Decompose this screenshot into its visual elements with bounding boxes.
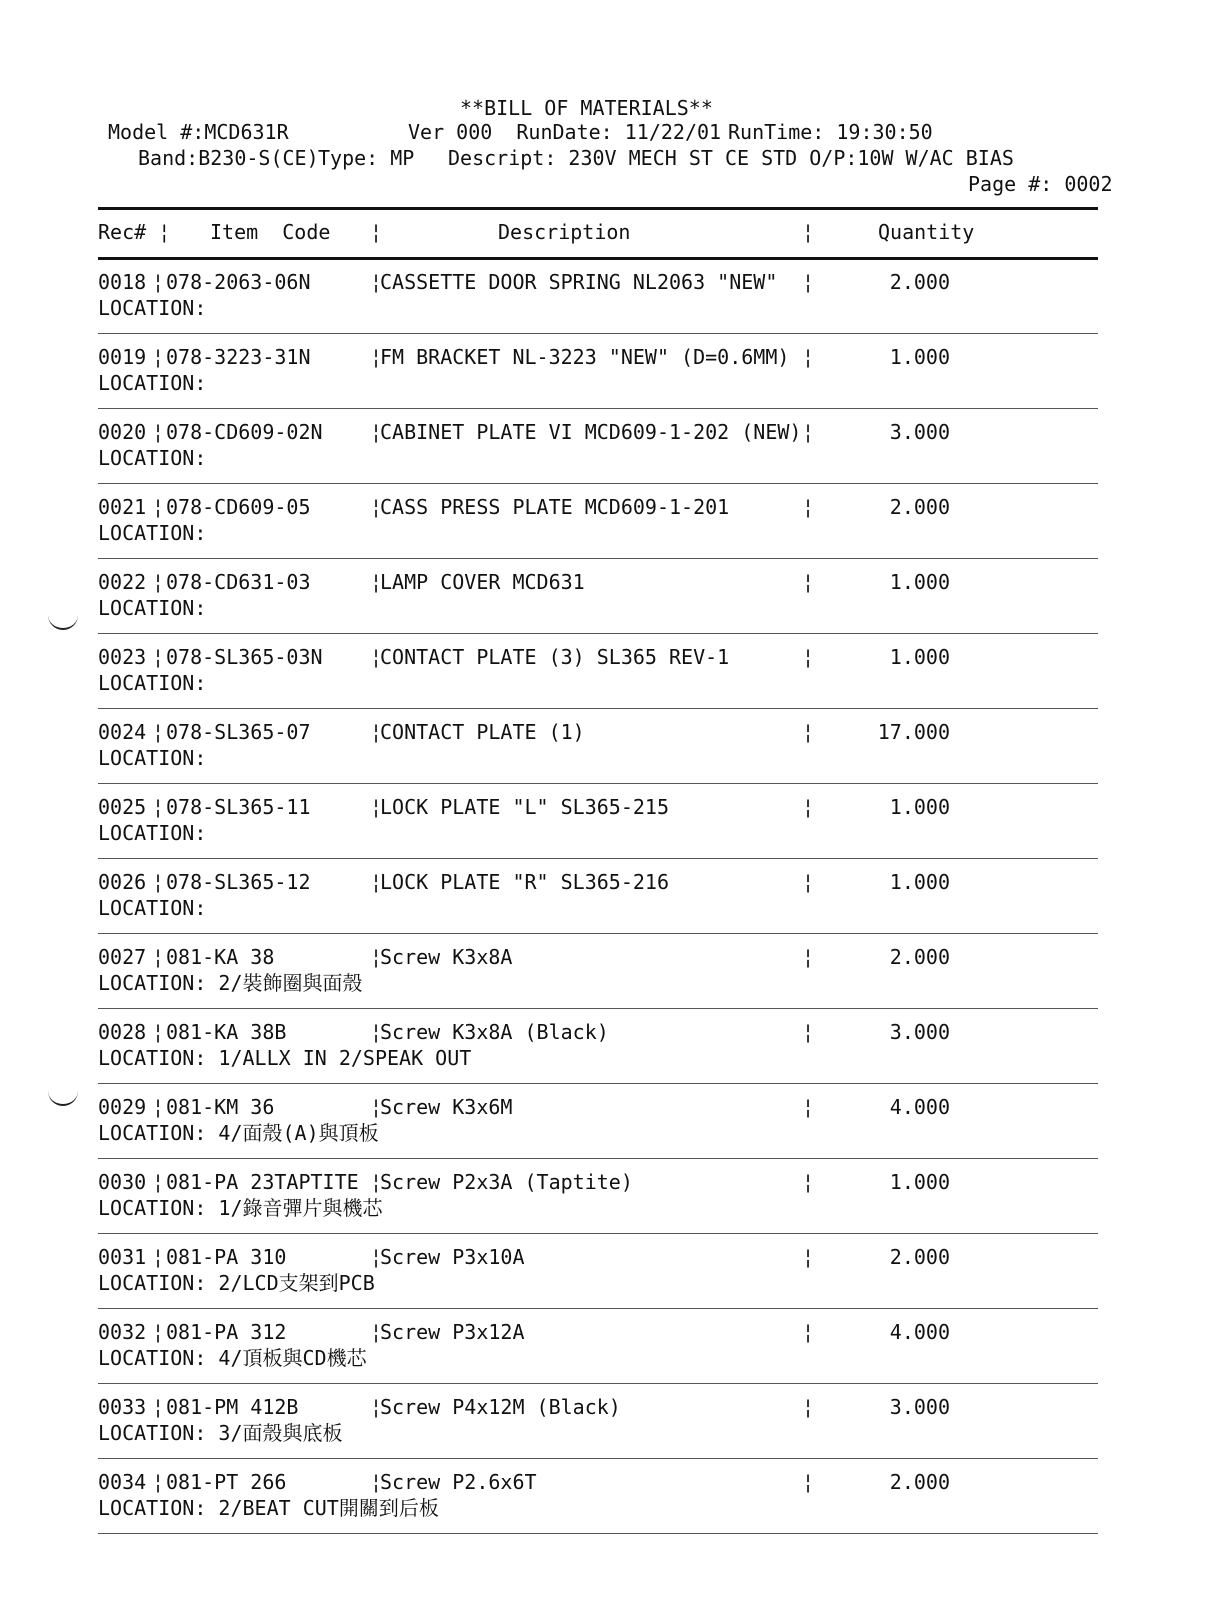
item-description: Screw P3x12A [380,1320,525,1344]
table-row [0,570,1205,645]
item-description: LOCK PLATE "R" SL365-216 [380,870,669,894]
bom-rows [0,270,1205,1545]
column-separator: ¦ [802,945,815,969]
table-row [0,645,1205,720]
column-separator: ¦ [802,1470,815,1494]
column-separator: ¦ [152,495,165,519]
item-quantity: 2.000 [889,495,950,519]
item-quantity: 4.000 [889,1095,950,1119]
row-divider [98,558,1098,559]
item-quantity: 4.000 [889,1320,950,1344]
column-separator: ¦ [152,1095,165,1119]
item-quantity: 1.000 [889,1170,950,1194]
column-separator: ¦ [802,1095,815,1119]
item-code: 081-KA 38B [166,1020,287,1044]
item-code: 078-3223-31N [166,345,311,369]
item-description: Screw K3x8A [380,945,513,969]
table-row [0,1395,1205,1470]
column-header-description: Description [498,220,631,244]
column-separator: ¦ [370,220,383,244]
table-row [0,270,1205,345]
item-quantity: 17.000 [877,720,950,744]
column-separator: ¦ [152,1170,165,1194]
column-separator: ¦ [802,645,815,669]
table-row [0,495,1205,570]
row-divider [98,708,1098,709]
column-separator: ¦ [152,1395,165,1419]
row-divider [98,1008,1098,1009]
item-description: LAMP COVER MCD631 [380,570,585,594]
column-separator: ¦ [152,870,165,894]
table-row [0,870,1205,945]
table-row [0,795,1205,870]
item-description: CABINET PLATE VI MCD609-1-202 (NEW) [380,420,802,444]
table-row [0,720,1205,795]
header-rule-top [98,207,1098,210]
item-location: LOCATION: 2/BEAT CUT開關到后板 [98,1496,439,1520]
item-description: Screw P2x3A (Taptite) [380,1170,633,1194]
item-code: 078-CD609-05 [166,495,311,519]
item-description: Screw P4x12M (Black) [380,1395,621,1419]
column-separator: ¦ [370,420,383,444]
rec-number: 0032 [98,1320,147,1344]
item-quantity: 1.000 [889,795,950,819]
item-quantity: 1.000 [889,870,950,894]
column-separator: ¦ [802,420,815,444]
item-quantity: 3.000 [889,1395,950,1419]
rec-number: 0021 [98,495,147,519]
item-description: CONTACT PLATE (1) [380,720,585,744]
model-number: Model #:MCD631R [108,120,289,144]
item-location: LOCATION: [98,371,207,395]
item-code: 081-PT 266 [166,1470,287,1494]
description-header: Descript: 230V MECH ST CE STD O/P:10W W/AC BIAS [448,146,1014,170]
item-code: 078-CD631-03 [166,570,311,594]
item-code: 081-PA 312 [166,1320,287,1344]
column-separator: ¦ [802,795,815,819]
item-location: LOCATION: 1/ALLX IN 2/SPEAK OUT [98,1046,472,1070]
band: Band:B230-S(CE) [138,146,319,170]
item-location: LOCATION: 4/頂板與CD機芯 [98,1346,367,1370]
rec-number: 0027 [98,945,147,969]
item-quantity: 1.000 [889,645,950,669]
item-location: LOCATION: [98,596,207,620]
row-divider [98,483,1098,484]
item-code: 078-CD609-02N [166,420,323,444]
rec-number: 0025 [98,795,147,819]
item-description: Screw P3x10A [380,1245,525,1269]
item-quantity: 2.000 [889,270,950,294]
row-divider [98,1158,1098,1159]
column-separator: ¦ [370,1395,383,1419]
column-separator: ¦ [152,270,165,294]
column-separator: ¦ [152,420,165,444]
column-separator: ¦ [370,1320,383,1344]
item-quantity: 1.000 [889,345,950,369]
table-row [0,1095,1205,1170]
column-separator: ¦ [802,1395,815,1419]
item-code: 078-SL365-03N [166,645,323,669]
table-row [0,345,1205,420]
item-description: CASSETTE DOOR SPRING NL2063 "NEW" [380,270,778,294]
rec-number: 0022 [98,570,147,594]
item-location: LOCATION: [98,896,207,920]
table-row [0,945,1205,1020]
item-code: 078-SL365-07 [166,720,311,744]
rec-number: 0033 [98,1395,147,1419]
type: Type: MP [318,146,415,170]
item-description: CONTACT PLATE (3) SL365 REV-1 [380,645,730,669]
table-row [0,1020,1205,1095]
column-separator: ¦ [152,945,165,969]
column-separator: ¦ [370,1170,383,1194]
item-code: 081-PA 310 [166,1245,287,1269]
column-separator: ¦ [152,795,165,819]
item-code: 078-SL365-11 [166,795,311,819]
row-divider [98,933,1098,934]
item-description: Screw P2.6x6T [380,1470,537,1494]
item-location: LOCATION: [98,296,207,320]
column-separator: ¦ [370,495,383,519]
table-row [0,1470,1205,1545]
column-separator: ¦ [802,1245,815,1269]
column-separator: ¦ [802,570,815,594]
rec-number: 0028 [98,1020,147,1044]
row-divider [98,1533,1098,1534]
rec-number: 0024 [98,720,147,744]
column-separator: ¦ [370,945,383,969]
rec-number: 0020 [98,420,147,444]
item-code: 081-KM 36 [166,1095,275,1119]
column-separator: ¦ [370,870,383,894]
row-divider [98,633,1098,634]
column-separator: ¦ [802,220,815,244]
rec-number: 0023 [98,645,147,669]
table-row [0,420,1205,495]
rec-number: 0034 [98,1470,147,1494]
item-code: 078-SL365-12 [166,870,311,894]
rec-number: 0019 [98,345,147,369]
item-quantity: 3.000 [889,420,950,444]
column-separator: ¦ [152,570,165,594]
rec-number: 0030 [98,1170,147,1194]
table-row [0,1170,1205,1245]
row-divider [98,1308,1098,1309]
rec-number: 0031 [98,1245,147,1269]
column-separator: ¦ [370,1095,383,1119]
rec-number: 0029 [98,1095,147,1119]
column-separator: ¦ [370,1020,383,1044]
rec-number: 0018 [98,270,147,294]
item-location: LOCATION: 2/裝飾圈與面殼 [98,971,363,995]
row-divider [98,1383,1098,1384]
page-number: Page #: 0002 [968,172,1113,196]
item-quantity: 2.000 [889,945,950,969]
item-description: FM BRACKET NL-3223 "NEW" (D=0.6MM) [380,345,790,369]
item-code: 081-PM 412B [166,1395,299,1419]
item-description: LOCK PLATE "L" SL365-215 [380,795,669,819]
item-location: LOCATION: 3/面殼與底板 [98,1421,343,1445]
row-divider [98,783,1098,784]
row-divider [98,1233,1098,1234]
row-divider [98,858,1098,859]
column-separator: ¦ [370,570,383,594]
column-separator: ¦ [152,1245,165,1269]
row-divider [98,1083,1098,1084]
item-quantity: 2.000 [889,1470,950,1494]
item-description: Screw K3x8A (Black) [380,1020,609,1044]
item-location: LOCATION: 4/面殼(A)與頂板 [98,1121,379,1145]
header-rule-bottom [98,257,1098,260]
column-separator: ¦ [370,645,383,669]
item-quantity: 2.000 [889,1245,950,1269]
column-separator: ¦ [370,1470,383,1494]
column-separator: ¦ [370,795,383,819]
column-separator: ¦ [802,720,815,744]
item-location: LOCATION: [98,671,207,695]
item-quantity: 1.000 [889,570,950,594]
row-divider [98,408,1098,409]
column-separator: ¦ [152,1020,165,1044]
column-separator: ¦ [370,345,383,369]
item-location: LOCATION: 2/LCD支架到PCB [98,1271,375,1295]
item-location: LOCATION: 1/錄音彈片與機芯 [98,1196,383,1220]
column-separator: ¦ [370,270,383,294]
item-description: CASS PRESS PLATE MCD609-1-201 [380,495,730,519]
runtime: RunTime: 19:30:50 [728,120,933,144]
table-row [0,1320,1205,1395]
item-location: LOCATION: [98,446,207,470]
column-separator: ¦ [370,1245,383,1269]
row-divider [98,333,1098,334]
item-location: LOCATION: [98,821,207,845]
column-separator: ¦ [802,270,815,294]
item-code: 081-KA 38 [166,945,275,969]
column-separator: ¦ [152,720,165,744]
item-location: LOCATION: [98,746,207,770]
table-row [0,1245,1205,1320]
column-separator: ¦ [152,1320,165,1344]
column-separator: ¦ [152,645,165,669]
column-separator: ¦ [152,1470,165,1494]
column-separator: ¦ [152,345,165,369]
column-separator: ¦ [802,870,815,894]
item-description: Screw K3x6M [380,1095,513,1119]
item-location: LOCATION: [98,521,207,545]
column-separator: ¦ [802,345,815,369]
item-quantity: 3.000 [889,1020,950,1044]
column-header-item-code: Item Code [210,220,331,244]
column-separator: ¦ [802,495,815,519]
row-divider [98,1458,1098,1459]
column-separator: ¦ [802,1020,815,1044]
column-header-rec: Rec# ¦ [98,220,171,244]
column-separator: ¦ [370,720,383,744]
rec-number: 0026 [98,870,147,894]
version-rundate: Ver 000 RunDate: 11/22/01 [408,120,722,144]
column-separator: ¦ [802,1170,815,1194]
column-separator: ¦ [802,1320,815,1344]
bom-title: **BILL OF MATERIALS** [460,96,713,120]
item-code: 078-2063-06N [166,270,311,294]
column-header-quantity: Quantity [878,220,975,244]
item-code: 081-PA 23TAPTITE [166,1170,359,1194]
